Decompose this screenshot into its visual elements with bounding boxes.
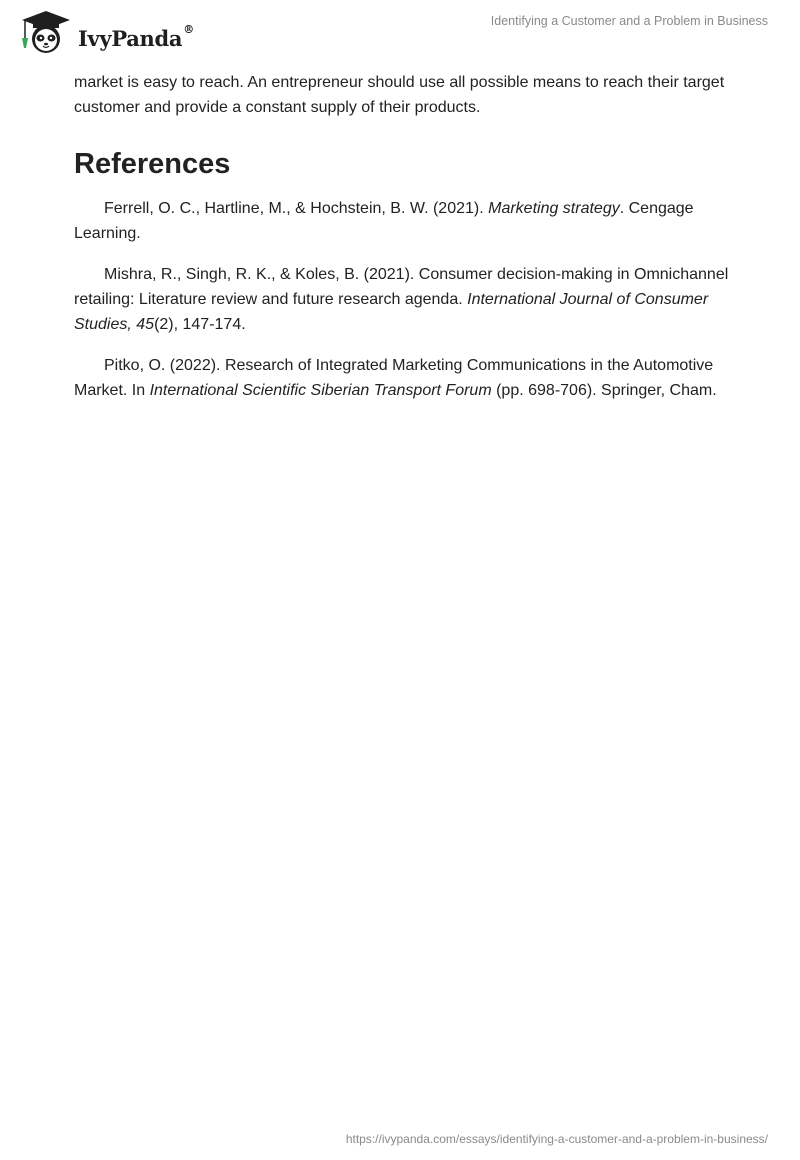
registered-mark: ® — [183, 23, 194, 36]
document-body — [74, 70, 734, 419]
reference-item: Ferrell, O. C., Hartline, M., & Hochstein, B. W. (2021). Marketing strategy. Cengage Learning. — [74, 200, 694, 242]
ivypanda-logo[interactable] — [16, 8, 196, 56]
body-paragraph: market is easy to reach. An entrepreneur should use all possible means to reach their target customer and provide a constant supply of their products. — [74, 74, 725, 116]
document-title: Identifying a Customer and a Problem in Business — [490, 14, 768, 28]
page-header — [0, 0, 800, 60]
reference-item: Mishra, R., Singh, R. K., & Koles, B. (2021). Consumer decision-making in Omnichannel retailing: Literature review and future research agenda. International Journal of Consumer Studies, 45(2), 147-174. — [74, 266, 729, 333]
logo-wordmark: IvyPanda® — [78, 23, 194, 51]
references-heading: References — [74, 148, 231, 180]
reference-item: Pitko, O. (2022). Research of Integrated Marketing Communications in the Automotive Market. In International Scientific Siberian Transport Forum (pp. 698-706). Springer, Cham. — [74, 357, 717, 399]
source-url-link[interactable]: https://ivypanda.com/essays/identifying-a-customer-and-a-problem-in-business/ — [345, 1132, 768, 1146]
panda-graduate-icon — [16, 8, 76, 56]
